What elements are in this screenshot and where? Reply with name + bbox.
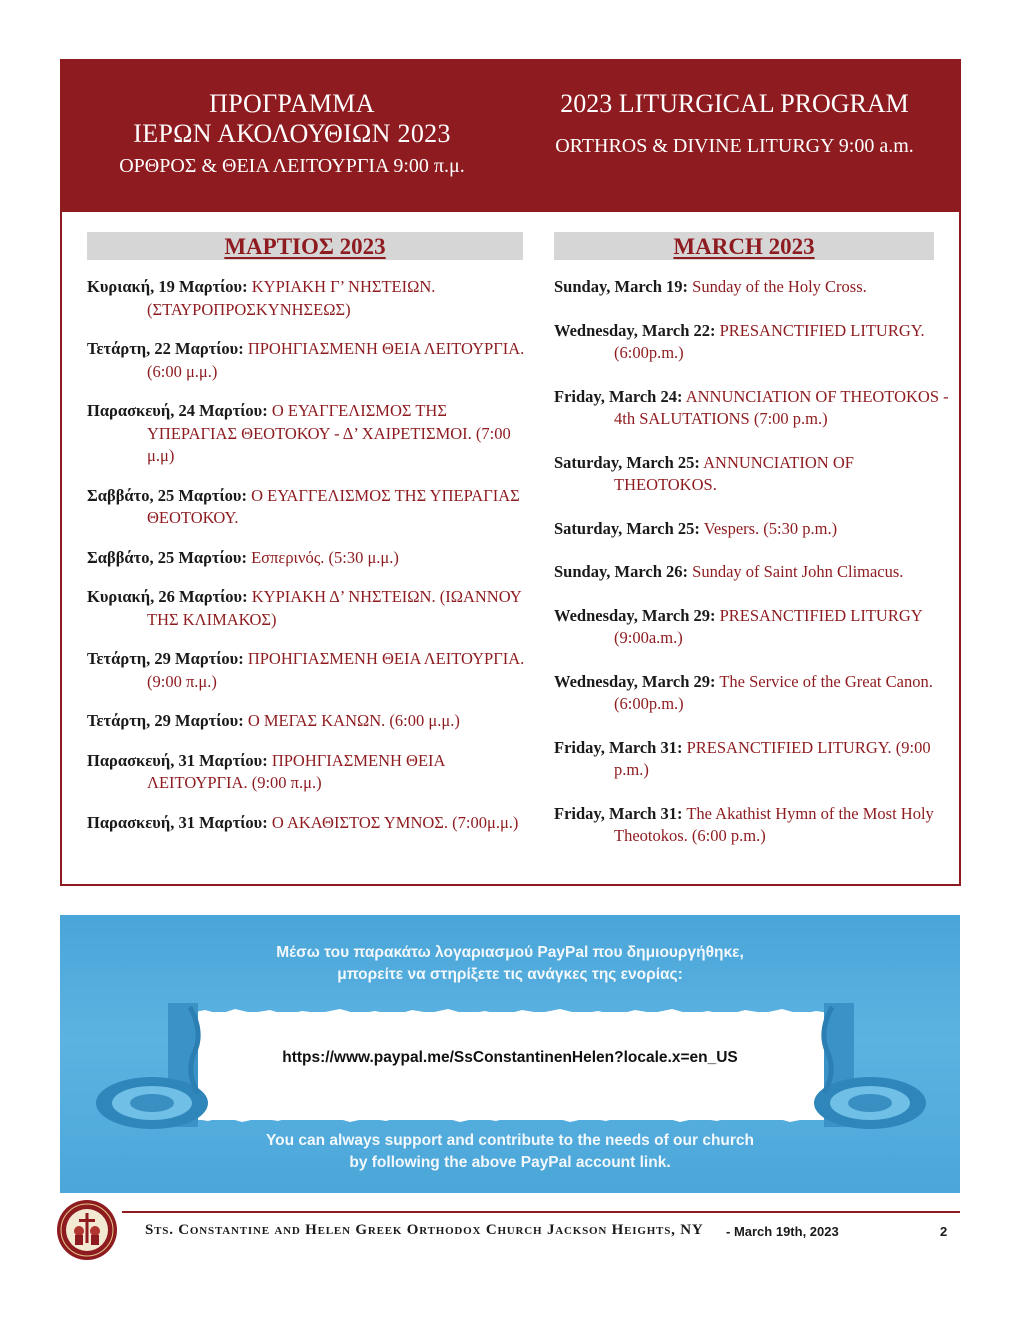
event-item	[554, 605, 949, 650]
paypal-english-line: You can always support and contribute to the needs of our church	[265, 1132, 754, 1149]
event-item	[554, 737, 949, 782]
event-item	[87, 812, 527, 835]
event-item	[87, 485, 527, 530]
event-date: Σαββάτο, 25 Μαρτίου:	[87, 485, 247, 505]
event-description: ΚΥΡΙΑΚΗ Δ’ ΝΗΣΤΕΙΩΝ. (ΙΩΑΝΝΟΥ ΤΗΣ ΚΛΙΜΑΚΟΣ)	[147, 587, 522, 629]
event-date: Σαββάτο, 25 Μαρτίου:	[87, 547, 247, 567]
event-description: Sunday of the Holy Cross.	[692, 277, 867, 296]
event-description: ΚΥΡΙΑΚΗ Γ’ ΝΗΣΤΕΙΩΝ. (ΣΤΑΥΡΟΠΡΟΣΚΥΝΗΣΕΩΣ)	[147, 277, 436, 319]
event-date: Παρασκευή, 31 Μαρτίου:	[87, 812, 268, 832]
event-item	[554, 276, 949, 299]
event-description: ANNUNCIATION OF THEOTOKOS.	[614, 452, 854, 494]
event-description: PRESANCTIFIED LITURGY (9:00a.m.)	[614, 605, 923, 647]
greek-header-service-time: ΟΡΘΡΟΣ & ΘΕΙΑ ΛΕΙΤΟΥΡΓΙΑ 9:00 π.μ.	[119, 155, 465, 177]
event-date: Sunday, March 19:	[554, 277, 689, 296]
event-item	[87, 648, 527, 693]
event-item	[554, 386, 949, 431]
greek-month-heading: ΜΑΡΤΙΟΣ 2023	[87, 232, 523, 260]
event-date: Παρασκευή, 31 Μαρτίου:	[87, 750, 268, 770]
liturgical-program-box	[60, 59, 961, 886]
event-date: Saturday, March 25:	[554, 452, 700, 472]
event-description: ΠΡΟΗΓΙΑΣΜΕΝΗ ΘΕΙΑ ΛΕΙΤΟΥΡΓΙΑ. (9:00 π.μ.)	[147, 750, 445, 792]
event-date: Wednesday, March 22:	[554, 320, 716, 340]
program-header	[62, 61, 959, 212]
paypal-english-line: by following the above PayPal account link.	[349, 1154, 671, 1171]
torn-paper-bottom-edge	[190, 1114, 830, 1124]
event-item	[554, 320, 949, 365]
event-date: Κυριακή, 19 Μαρτίου:	[87, 277, 248, 296]
event-description: The Akathist Hymn of the Most Holy Theotokos. (6:00 p.m.)	[614, 803, 934, 845]
event-item	[87, 338, 527, 383]
event-item	[554, 452, 949, 497]
event-item	[554, 671, 949, 716]
event-item	[554, 561, 949, 584]
event-description: Sunday of Saint John Climacus.	[692, 562, 904, 581]
greek-header	[62, 89, 522, 181]
event-description: Ο ΕΥΑΓΓΕΛΙΣΜΟΣ ΤΗΣ ΥΠΕΡΑΓΙΑΣ ΘΕΟΤΟΚΟΥ - Δ’ ΧΑΙΡΕΤΙΣΜΟΙ. (7:00 μ.μ)	[147, 401, 511, 465]
event-date: Wednesday, March 29:	[554, 605, 716, 625]
event-date: Friday, March 31:	[554, 737, 683, 757]
event-item	[87, 547, 527, 570]
footer-church-name: Sts. Constantine and Helen Greek Orthodox Church Jackson Heights, NY	[145, 1222, 704, 1238]
greek-header-subtitle: ΙΕΡΩΝ ΑΚΟΛΟΥΘΙΩΝ 2023	[133, 119, 451, 148]
event-description: PRESANCTIFIED LITURGY. (9:00 p.m.)	[614, 737, 931, 779]
event-item	[87, 400, 527, 468]
english-header	[532, 87, 937, 161]
paypal-greek-text	[60, 942, 960, 986]
english-header-service-time: ORTHROS & DIVINE LITURGY 9:00 a.m.	[555, 135, 914, 157]
event-item	[87, 750, 527, 795]
event-item	[554, 518, 949, 541]
event-description: Vespers. (5:30 p.m.)	[703, 518, 838, 538]
event-date: Τετάρτη, 22 Μαρτίου:	[87, 339, 244, 358]
paypal-greek-line: Μέσω του παρακάτω λογαριασμού PayPal που δημιουργήθηκε,	[276, 944, 744, 961]
event-description: Ο ΑΚΑΘΙΣΤΟΣ ΥΜΝΟΣ. (7:00μ.μ.)	[271, 812, 519, 832]
event-description: Ο ΕΥΑΓΓΕΛΙΣΜΟΣ ΤΗΣ ΥΠΕΡΑΓΙΑΣ ΘΕΟΤΟΚΟΥ.	[147, 485, 520, 527]
greek-header-title: ΠΡΟΓΡΑΜΜΑ	[209, 89, 375, 118]
paypal-banner	[60, 915, 960, 1193]
event-description: ANNUNCIATION OF THEOTOKOS - 4th SALUTATIONS (7:00 p.m.)	[614, 386, 949, 428]
event-date: Sunday, March 26:	[554, 562, 689, 581]
event-date: Wednesday, March 29:	[554, 671, 716, 691]
event-item	[554, 803, 949, 848]
church-seal-icon	[56, 1199, 118, 1261]
event-item	[87, 586, 527, 631]
event-description: Ο ΜΕΓΑΣ ΚΑΝΩΝ. (6:00 μ.μ.)	[247, 711, 460, 730]
event-item	[87, 710, 527, 733]
event-date: Κυριακή, 26 Μαρτίου:	[87, 587, 248, 606]
footer-rule	[122, 1211, 960, 1213]
event-description: ΠΡΟΗΓΙΑΣΜΕΝΗ ΘΕΙΑ ΛΕΙΤΟΥΡΓΙΑ. (9:00 π.μ.)	[147, 649, 525, 691]
footer-date: - March 19th, 2023	[726, 1224, 839, 1239]
event-date: Τετάρτη, 29 Μαρτίου:	[87, 649, 244, 668]
greek-event-list	[87, 276, 527, 851]
event-description: The Service of the Great Canon. (6:00p.m.)	[614, 671, 933, 713]
event-date: Friday, March 31:	[554, 803, 683, 823]
paypal-english-text	[60, 1130, 960, 1174]
event-date: Παρασκευή, 24 Μαρτίου:	[87, 401, 268, 420]
event-description: ΠΡΟΗΓΙΑΣΜΕΝΗ ΘΕΙΑ ΛΕΙΤΟΥΡΓΙΑ. (6:00 μ.μ.)	[147, 339, 525, 381]
event-description: PRESANCTIFIED LITURGY. (6:00p.m.)	[614, 320, 925, 362]
english-event-list	[554, 276, 949, 869]
paypal-greek-line: μπορείτε να στηρίξετε τις ανάγκες της ενορίας:	[337, 966, 683, 983]
event-date: Friday, March 24:	[554, 386, 683, 406]
english-month-heading: MARCH 2023	[554, 232, 934, 260]
event-date: Τετάρτη, 29 Μαρτίου:	[87, 711, 244, 730]
event-item	[87, 276, 527, 321]
event-description: Εσπερινός. (5:30 μ.μ.)	[251, 547, 399, 567]
paypal-link[interactable]: https://www.paypal.me/SsConstantinenHelen?locale.x=en_US	[282, 1049, 738, 1066]
page-number: 2	[940, 1224, 948, 1239]
english-header-title: 2023 LITURGICAL PROGRAM	[560, 89, 909, 118]
event-date: Saturday, March 25:	[554, 518, 700, 538]
